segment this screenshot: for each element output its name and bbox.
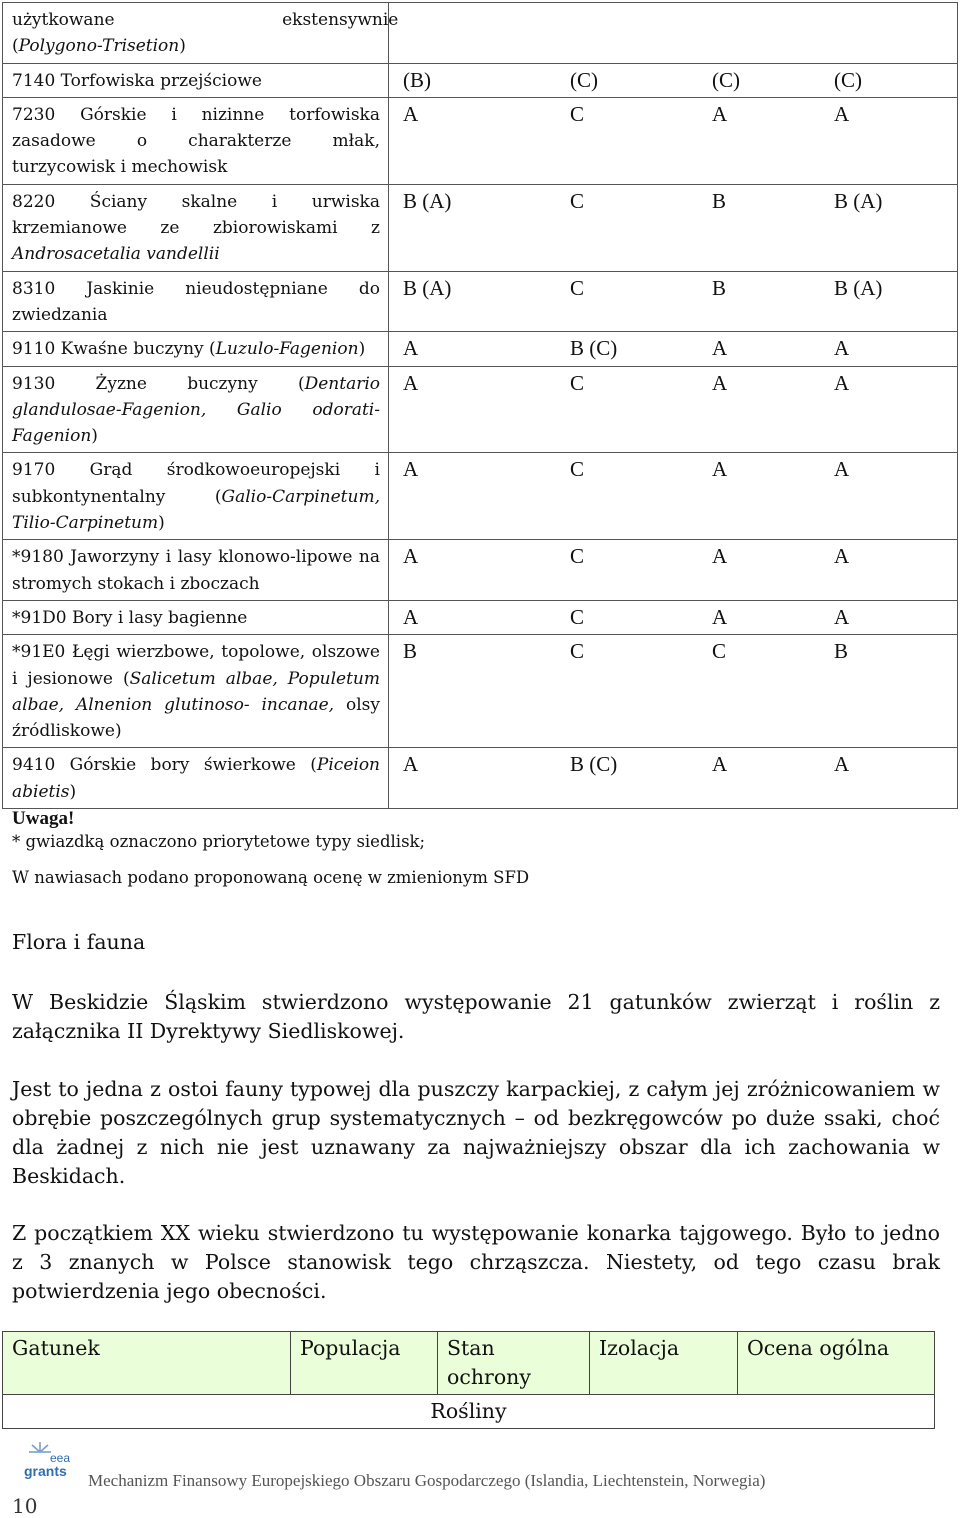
assessment-value: A <box>834 457 850 482</box>
assessment-value: C <box>570 275 585 300</box>
habitat-row <box>3 366 958 453</box>
habitat-name: 7230 Górskie i nizinne torfowiska zasadowe o charakterze młak, turzycowisk i mechowisk <box>3 97 389 184</box>
assessment-value: A <box>403 370 419 395</box>
logo-text-grants: grants <box>24 1463 67 1479</box>
assessment-value: B (A) <box>834 188 883 213</box>
assessment-value: A <box>834 544 850 569</box>
habitat-row <box>3 184 958 271</box>
assessment-value: A <box>834 752 850 777</box>
habitat-assessment-table <box>2 2 958 809</box>
habitat-row <box>3 540 958 601</box>
note-brackets: W nawiasach podano proponowaną ocenę w zmienionym SFD <box>12 868 530 887</box>
assessment-value: C <box>570 370 585 395</box>
habitat-name: *9180 Jaworzyny i lasy klonowo-lipowe na stromych stokach i zboczach <box>3 540 389 601</box>
logo-text-eea: eea <box>50 1451 71 1465</box>
header-izolacja: Izolacja <box>590 1332 738 1395</box>
assessment-value: A <box>712 604 728 629</box>
assessment-value: B (A) <box>403 275 452 300</box>
assessment-value: C <box>570 639 585 664</box>
habitat-assessments <box>389 540 958 601</box>
habitat-row <box>3 63 958 97</box>
assessment-value: B <box>712 275 727 300</box>
assessment-value: C <box>570 188 585 213</box>
eea-grants-logo <box>22 1440 78 1484</box>
paragraph-1: W Beskidzie Śląskim stwierdzono występowanie 21 gatunków zwierząt i roślin z załącznika II Dyrektywy Siedliskowej. <box>12 990 940 1043</box>
habitat-name: *91E0 Łęgi wierzbowe, topolowe, olszowe i jesionowe (Salicetum albae, Populetum albae, Alnenion glutinoso- incanae, olsy źródliskowe) <box>3 635 389 748</box>
habitat-assessments <box>389 332 958 366</box>
assessment-value: (C) <box>570 67 598 92</box>
note-priority: * gwiazdką oznaczono priorytetowe typy siedlisk; <box>12 832 426 851</box>
habitat-name: *91D0 Bory i lasy bagienne <box>3 600 389 634</box>
assessment-value: B (A) <box>834 275 883 300</box>
habitat-assessments <box>389 366 958 453</box>
assessment-value: B <box>712 188 727 213</box>
assessment-value: A <box>712 544 728 569</box>
habitat-row <box>3 271 958 332</box>
habitat-name: użytkowane ekstensywnie (Polygono-Trisetion) <box>3 3 389 64</box>
assessment-value: B <box>403 639 418 664</box>
habitat-name: 9170 Grąd środkowoeuropejski i subkontynentalny (Galio-Carpinetum, Tilio-Carpinetum) <box>3 453 389 540</box>
assessment-value: A <box>403 752 419 777</box>
section-heading: Flora i fauna <box>12 930 146 954</box>
species-table <box>2 1331 935 1429</box>
assessment-value: A <box>712 457 728 482</box>
assessment-value: A <box>834 604 850 629</box>
habitat-assessments <box>389 3 958 64</box>
habitat-assessments <box>389 63 958 97</box>
header-stan-ochrony: Stan ochrony <box>438 1332 590 1395</box>
assessment-value: A <box>834 101 850 126</box>
footer-text: Mechanizm Finansowy Europejskiego Obszaru Gospodarczego (Islandia, Liechtenstein, Norwegia) <box>88 1471 766 1490</box>
assessment-value: C <box>712 639 727 664</box>
assessment-value: A <box>834 370 850 395</box>
habitat-assessments <box>389 600 958 634</box>
habitat-assessments <box>389 635 958 748</box>
assessment-value: A <box>712 336 728 361</box>
assessment-value: A <box>403 457 419 482</box>
page-number: 10 <box>12 1494 38 1518</box>
habitat-name: 8220 Ściany skalne i urwiska krzemianowe ze zbiorowiskami z Androsacetalia vandellii <box>3 184 389 271</box>
habitat-row <box>3 635 958 748</box>
assessment-value: A <box>712 101 728 126</box>
habitat-row <box>3 97 958 184</box>
assessment-value: B (C) <box>570 752 618 777</box>
paragraph-2: Jest to jedna z ostoi fauny typowej dla puszczy karpackiej, z całym jej zróżnicowaniem w obrębie poszczególnych grup systematycznych – od bezkręgowców po duże ssaki, choć dla żadnej z nich nie jest uznawany za najważniejszy obszar dla ich zachowania w Beskidach. <box>12 1077 940 1188</box>
assessment-value: A <box>403 604 419 629</box>
assessment-value: C <box>570 544 585 569</box>
assessment-value: C <box>570 457 585 482</box>
header-ocena-ogolna: Ocena ogólna <box>738 1332 935 1395</box>
assessment-value: A <box>834 336 850 361</box>
habitat-row <box>3 748 958 809</box>
habitat-row <box>3 3 958 64</box>
assessment-value: C <box>570 101 585 126</box>
assessment-value: A <box>712 752 728 777</box>
habitat-assessments <box>389 453 958 540</box>
header-gatunek: Gatunek <box>3 1332 291 1395</box>
paragraph-3: Z początkiem XX wieku stwierdzono tu występowanie konarka tajgowego. Było to jedno z 3 znanych w Polsce stanowisk tego chrząszcza. Niestety, od tego czasu brak potwierdzenia jego obecności. <box>12 1221 940 1303</box>
habitat-name: 7140 Torfowiska przejściowe <box>3 63 389 97</box>
group-label-rosliny: Rośliny <box>3 1395 935 1429</box>
habitat-name: 8310 Jaskinie nieudostępniane do zwiedzania <box>3 271 389 332</box>
assessment-value: (C) <box>712 67 740 92</box>
assessment-value: A <box>403 544 419 569</box>
habitat-name: 9110 Kwaśne buczyny (Luzulo-Fagenion) <box>3 332 389 366</box>
assessment-value: A <box>403 336 419 361</box>
habitat-assessments <box>389 184 958 271</box>
habitat-assessments <box>389 748 958 809</box>
header-populacja: Populacja <box>291 1332 438 1395</box>
habitat-assessments <box>389 271 958 332</box>
assessment-value: C <box>570 604 585 629</box>
habitat-row <box>3 453 958 540</box>
assessment-value: B <box>834 639 849 664</box>
note-title: Uwaga! <box>12 808 75 829</box>
habitat-name: 9410 Górskie bory świerkowe (Piceion abietis) <box>3 748 389 809</box>
habitat-row <box>3 600 958 634</box>
habitat-name: 9130 Żyzne buczyny (Dentario glandulosae-Fagenion, Galio odorati-Fagenion) <box>3 366 389 453</box>
habitat-assessments <box>389 97 958 184</box>
assessment-value: (C) <box>834 67 862 92</box>
species-table-header <box>3 1332 935 1395</box>
assessment-value: A <box>712 370 728 395</box>
assessment-value: B (C) <box>570 336 618 361</box>
assessment-value: (B) <box>403 67 431 92</box>
habitat-row <box>3 332 958 366</box>
assessment-value: A <box>403 101 419 126</box>
assessment-value: B (A) <box>403 188 452 213</box>
